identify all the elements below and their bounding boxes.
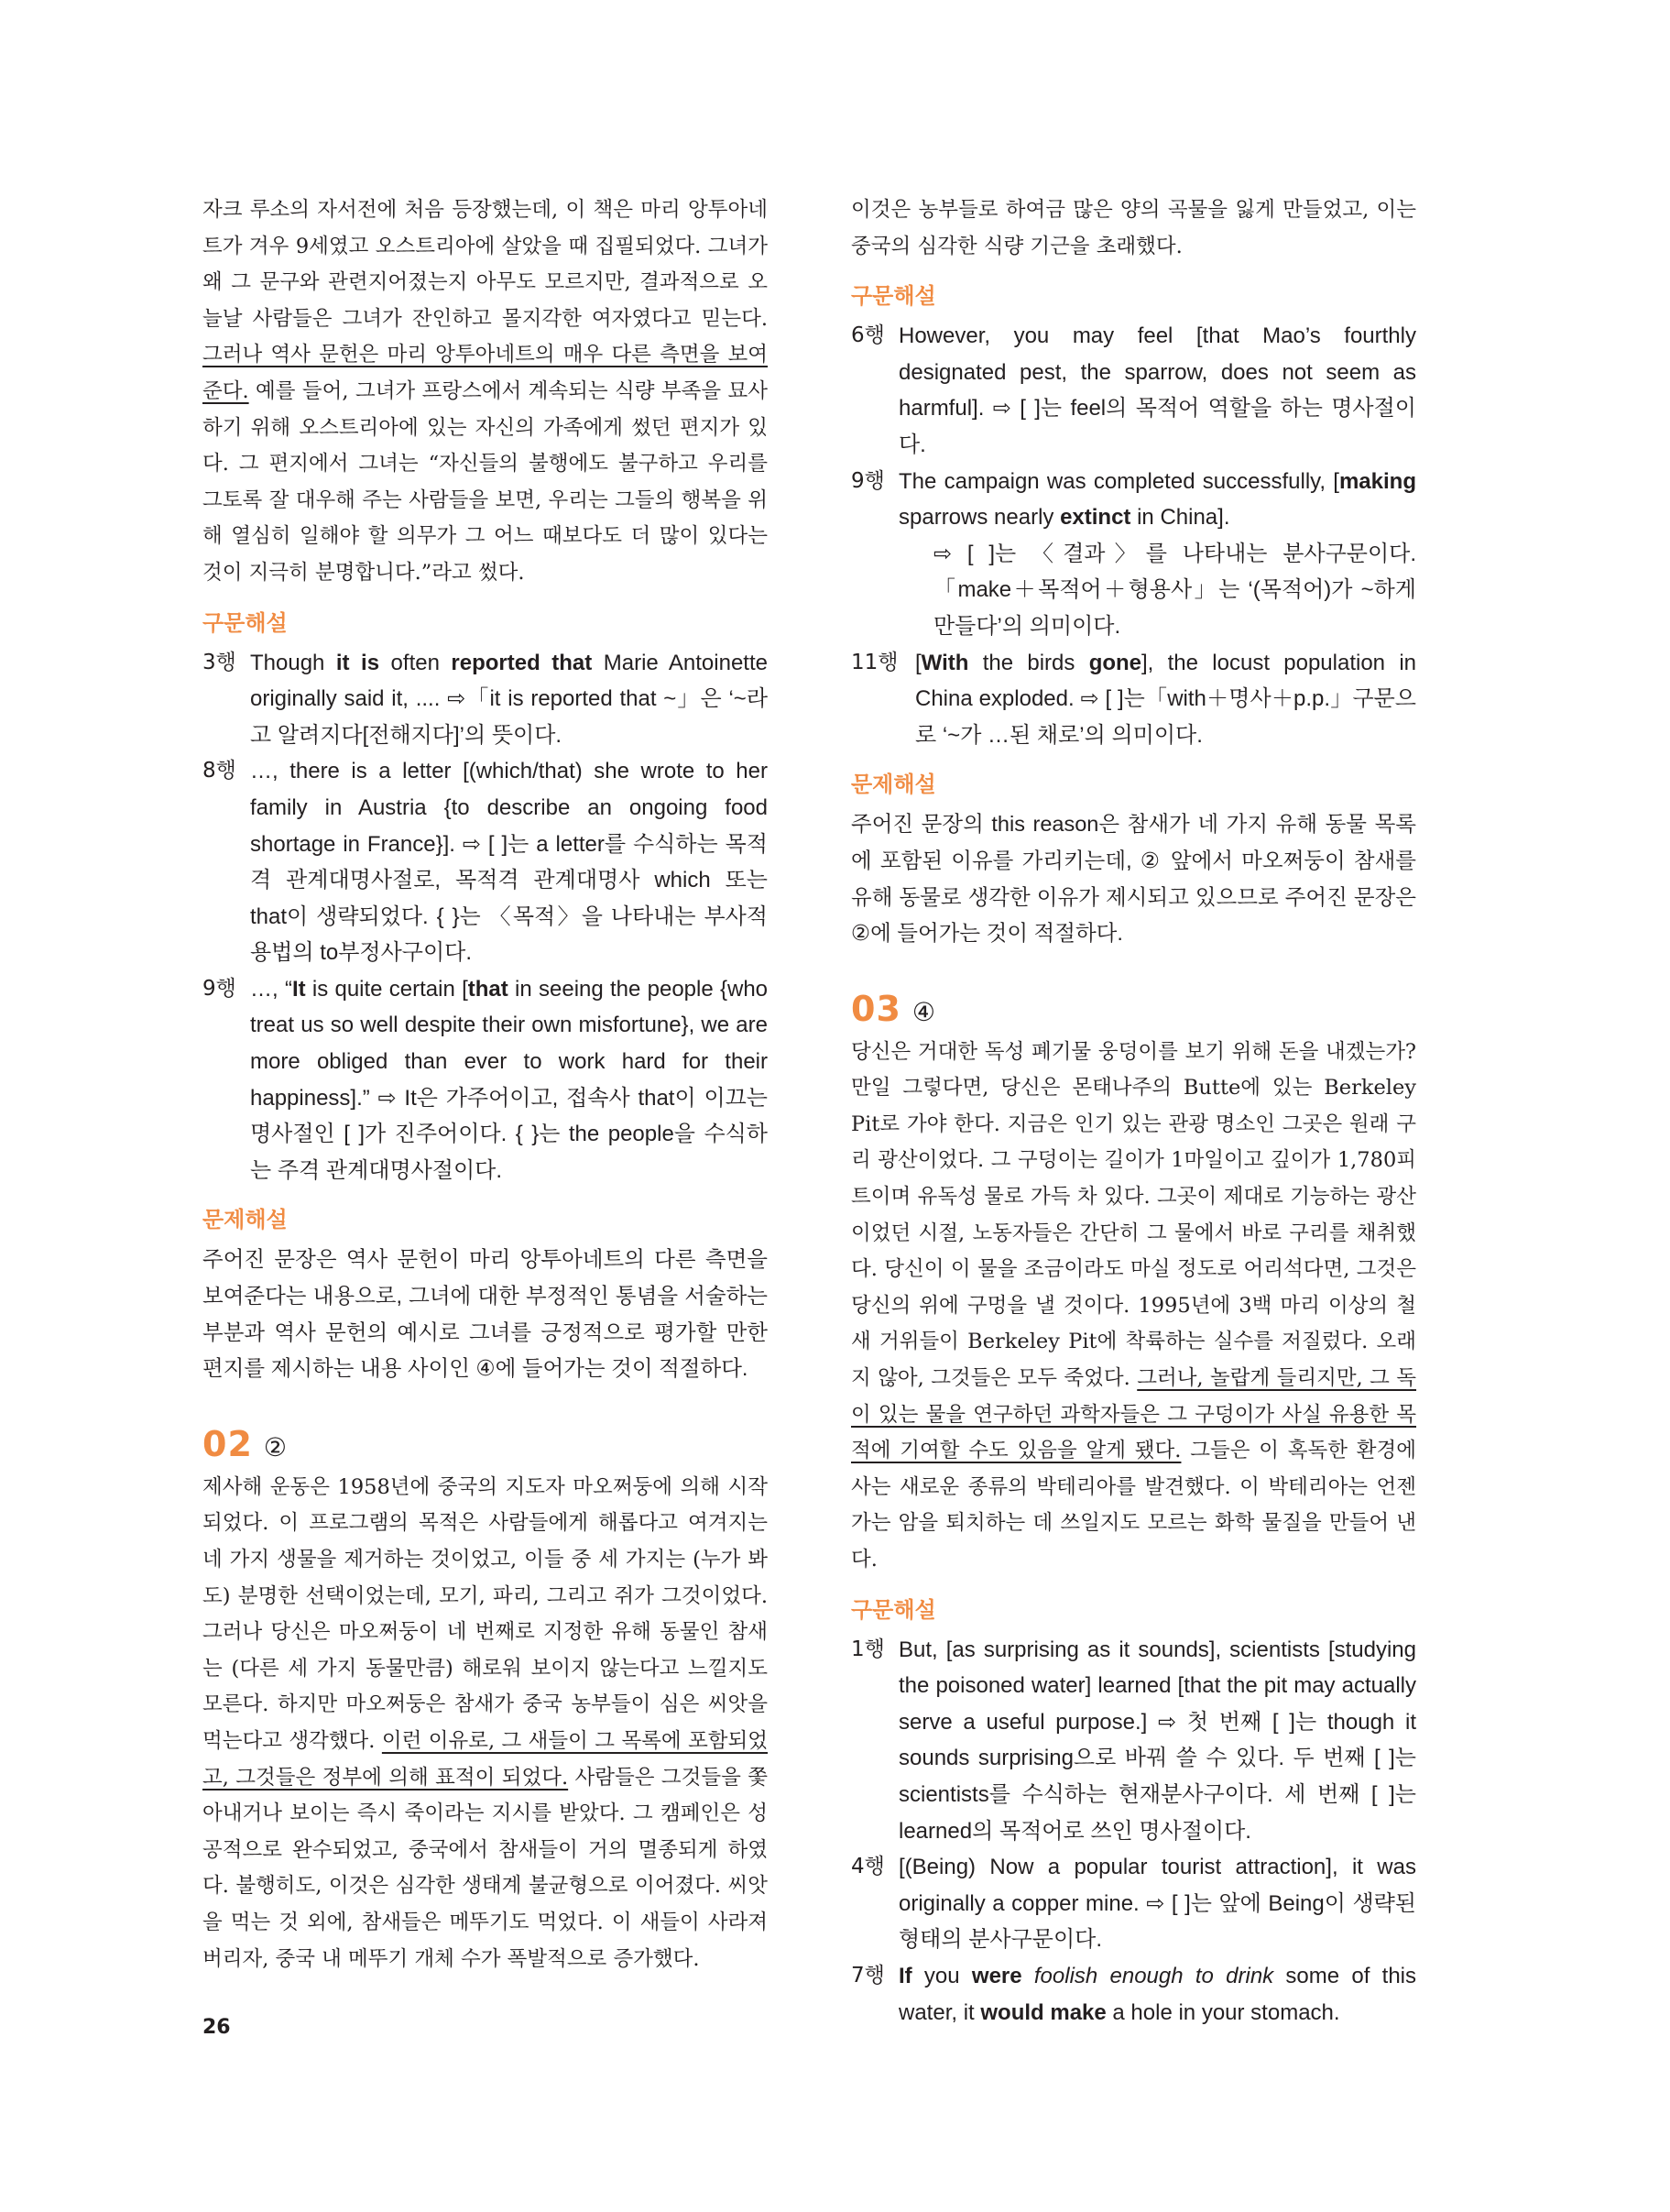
passage-02: 제사해 운동은 1958년에 중국의 지도자 마오쩌둥에 의해 시작되었다. 이 프로그램의 목적은 사람들에게 해롭다고 여겨지는 네 가지 생물을 제거하는 것이었고, 이들 중 세 가지는 (누가 봐도) 분명한 선택이었는데, 모기, 파리, 그리고 쥐가 그것이었다. 그러나 당신은 마오쩌둥이 네 번째로 지정한 유해 동물인 참새는 (다른 세 가지 동물만큼) 해로워 보이지 않는다고 느낄지도 모른다. 하지만 마오쩌둥은 참새가 중국 농부들이 심은 씨앗을 먹는다고 생각했다. 이런 이유로, 그 새들이 그 목록에 포함되었고, 그것들은 정부에 의해 표적이 되었다. 사람들은 그것들을 쫓아내거나 보이는 즉시 죽이라는 지시를 받았다. 그 캠페인은 성공적으로 완수되었고, 중국에서 참새들이 거의 멸종되게 하였다. 불행히도, 이것은 심각한 생태계 불균형으로 이어졌다. 씨앗을 먹는 것 외에, 참새들은 메뚜기도 먹었다. 이 새들이 사라져 버리자, 중국 내 메뚜기 개체 수가 폭발적으로 증가했다. <box>202 1474 769 1971</box>
page-number: 26 <box>202 2016 231 2039</box>
underlined-sentence: 그러나, 놀랍게 들리지만, 그 독이 있는 물을 연구하던 과학자들은 그 구덩이가 사실 유용한 목적에 기여할 수도 있음을 알게 됐다. <box>851 1366 1417 1463</box>
line-number: 9행 <box>851 468 885 493</box>
left-column <box>202 192 768 1977</box>
passage-text: 예를 들어, 그녀가 프랑스에서 계속되는 식량 부족을 묘사하기 위해 오스트리아에 있는 자신의 가족에게 썼던 편지가 있다. 그 편지에서 그녀는 “자신들의 불행에도 불구하고 우리를 그토록 잘 대우해 주는 사람들을 보면, 우리는 그들의 행복을 위해 열심히 일해야 할 의무가 그 어느 때보다도 더 많이 있다는 것이 지극히 분명합니다.”라고 썼다. <box>202 378 768 585</box>
line-number: 1행 <box>851 1637 885 1661</box>
line-number: 4행 <box>851 1855 885 1879</box>
grammar-item: 3행 Though it is often reported that Marie Antoinette originally said it, .... ⇨「it is reported that ~」은 ‘~라고 알려지다[전해지다]’의 뜻이다. <box>202 645 768 754</box>
question-number: 02 <box>202 1423 253 1464</box>
grammar-item: 11행 [With the birds gone], the locust population in China exploded. ⇨ [ ]는「with＋명사＋p.p.」구문으로 ‘~가 …된 채로’의 의미이다. <box>851 645 1416 754</box>
problem-explanation: 주어진 문장의 this reason은 참새가 네 가지 유해 동물 목록에 포함된 이유를 가리키는데, ② 앞에서 마오쩌둥이 참새를 유해 동물로 생각한 이유가 제시되고 있으므로 주어진 문장은 ②에 들어가는 것이 적절하다. <box>851 812 1416 946</box>
passage-01-continued <box>202 192 768 592</box>
grammar-heading: 구문해설 <box>202 609 288 636</box>
answer-marker: ④ <box>911 996 935 1027</box>
grammar-item: 6행 However, you may feel [that Mao’s fourthly designated pest, the sparrow, does not seem as harmful]. ⇨ [ ]는 feel의 목적어 역할을 하는 명사절이다. <box>851 318 1416 463</box>
grammar-item: 7행 If you were foolish enough to drink some of this water, it would make a hole in your stomach. <box>851 1958 1416 2031</box>
underlined-sentence: 이런 이유로, 그 새들이 그 목록에 포함되었고, 그것들은 정부에 의해 표적이 되었다. <box>202 1728 769 1790</box>
right-column <box>851 192 1416 2031</box>
line-number: 11행 <box>851 650 899 674</box>
grammar-item: 8행 …, there is a letter [(which/that) she wrote to her family in Austria {to describe an ongoing food shortage in France}]. ⇨ [ ]는 a letter를 수식하는 목적격 관계대명사절로, 목적격 관계대명사 which 또는 that이 생략되었다. { }는 〈목적〉을 나타내는 부사적 용법의 to부정사구이다. <box>202 753 768 971</box>
grammar-heading: 구문해설 <box>851 1596 936 1623</box>
problem-heading: 문제해설 <box>851 772 936 798</box>
line-number: 8행 <box>202 759 236 783</box>
question-number: 03 <box>851 988 901 1029</box>
passage-03: 당신은 거대한 독성 폐기물 웅덩이를 보기 위해 돈을 내겠는가? 만일 그렇다면, 당신은 몬태나주의 Butte에 있는 Berkeley Pit로 가야 한다. 지금은 인기 있는 관광 명소인 그곳은 원래 구리 광산이었다. 그 구덩이는 길이가 1마일이고 깊이가 1,780피트이며 유독성 물로 가득 차 있다. 그곳이 제대로 기능하는 광산이었던 시절, 노동자들은 간단히 그 물에서 바로 구리를 채취했다. 당신이 이 물을 조금이라도 마실 정도로 어리석다면, 그것은 당신의 위에 구멍을 낼 것이다. 1995년에 3백 마리 이상의 철새 거위들이 Berkeley Pit에 착륙하는 실수를 저질렀다. 오래지 않아, 그것들은 모두 죽었다. 그러나, 놀랍게 들리지만, 그 독이 있는 물을 연구하던 과학자들은 그 구덩이가 사실 유용한 목적에 기여할 수도 있음을 알게 됐다. 그들은 이 혹독한 환경에 사는 새로운 종류의 박테리아를 발견했다. 이 박테리아는 언젠가는 암을 퇴치하는 데 쓰일지도 모르는 화학 물질을 만들어 낸다. <box>851 1039 1417 1571</box>
grammar-item: 4행 [(Being) Now a popular tourist attraction], it was originally a copper mine. ⇨ [ ]는 앞에 Being이 생략된 형태의 분사구문이다. <box>851 1849 1416 1958</box>
line-number: 9행 <box>202 976 236 1001</box>
grammar-item: 9행 …, “It is quite certain [that in seeing the people {who treat us so well despite their own misfortune}, we are more obliged than ever to work hard for their happiness].” ⇨ It은 가주어이고, 접속사 that이 이끄는 명사절인 [ ]가 진주어이다. { }는 the people을 수식하는 주격 관계대명사절이다. <box>202 971 768 1189</box>
grammar-note: ⇨ [ ]는 〈결과〉를 나타내는 분사구문이다.「make＋목적어＋형용사」는 ‘(목적어)가 ~하게 만들다’의 의미이다. <box>933 541 1416 639</box>
grammar-item: 1행 But, [as surprising as it sounds], scientists [studying the poisoned water] learned [that the pit may actually serve a useful purpose.] ⇨ 첫 번째 [ ]는 though it sounds surprising으로 바꿔 쓸 수 있다. 두 번째 [ ]는 scientists를 수식하는 현재분사구이다. 세 번째 [ ]는 learned의 목적어로 쓰인 명사절이다. <box>851 1632 1416 1850</box>
question-header <box>202 1424 768 1464</box>
answer-marker: ② <box>263 1431 287 1462</box>
passage-text: 자크 루소의 자서전에 처음 등장했는데, 이 책은 마리 앙투아네트가 겨우 9세였고 오스트리아에 살았을 때 집필되었다. 그녀가 왜 그 문구와 관련지어졌는지 아무도 모르지만, 결과적으로 오늘날 사람들은 그녀가 잔인하고 몰지각한 여자였다고 믿는다. <box>202 198 768 331</box>
line-number: 7행 <box>851 1963 885 1988</box>
underlined-sentence: 그러나 역사 문헌은 마리 앙투아네트의 매우 다른 측면을 보여준다. <box>202 343 768 403</box>
passage-02-continued: 이것은 농부들로 하여금 많은 양의 곡물을 잃게 만들었고, 이는 중국의 심각한 식량 기근을 초래했다. <box>851 198 1416 258</box>
grammar-heading: 구문해설 <box>851 283 936 310</box>
grammar-item: 9행 The campaign was completed successfully, [making sparrows nearly extinct in China]. ⇨ [ ]는 〈결과〉를 나타내는 분사구문이다.「make＋목적어＋형용사」는 ‘(목적어)가 ~하게 만들다’의 의미이다. <box>851 464 1416 645</box>
problem-explanation: 주어진 문장은 역사 문헌이 마리 앙투아네트의 다른 측면을 보여준다는 내용으로, 그녀에 대한 부정적인 통념을 서술하는 부분과 역사 문헌의 예시로 그녀를 긍정적으로 평가할 만한 편지를 제시하는 내용 사이인 ④에 들어가는 것이 적절하다. <box>202 1247 768 1381</box>
problem-heading: 문제해설 <box>202 1207 288 1233</box>
line-number: 6행 <box>851 323 885 348</box>
line-number: 3행 <box>202 650 236 674</box>
question-header <box>851 989 1416 1029</box>
